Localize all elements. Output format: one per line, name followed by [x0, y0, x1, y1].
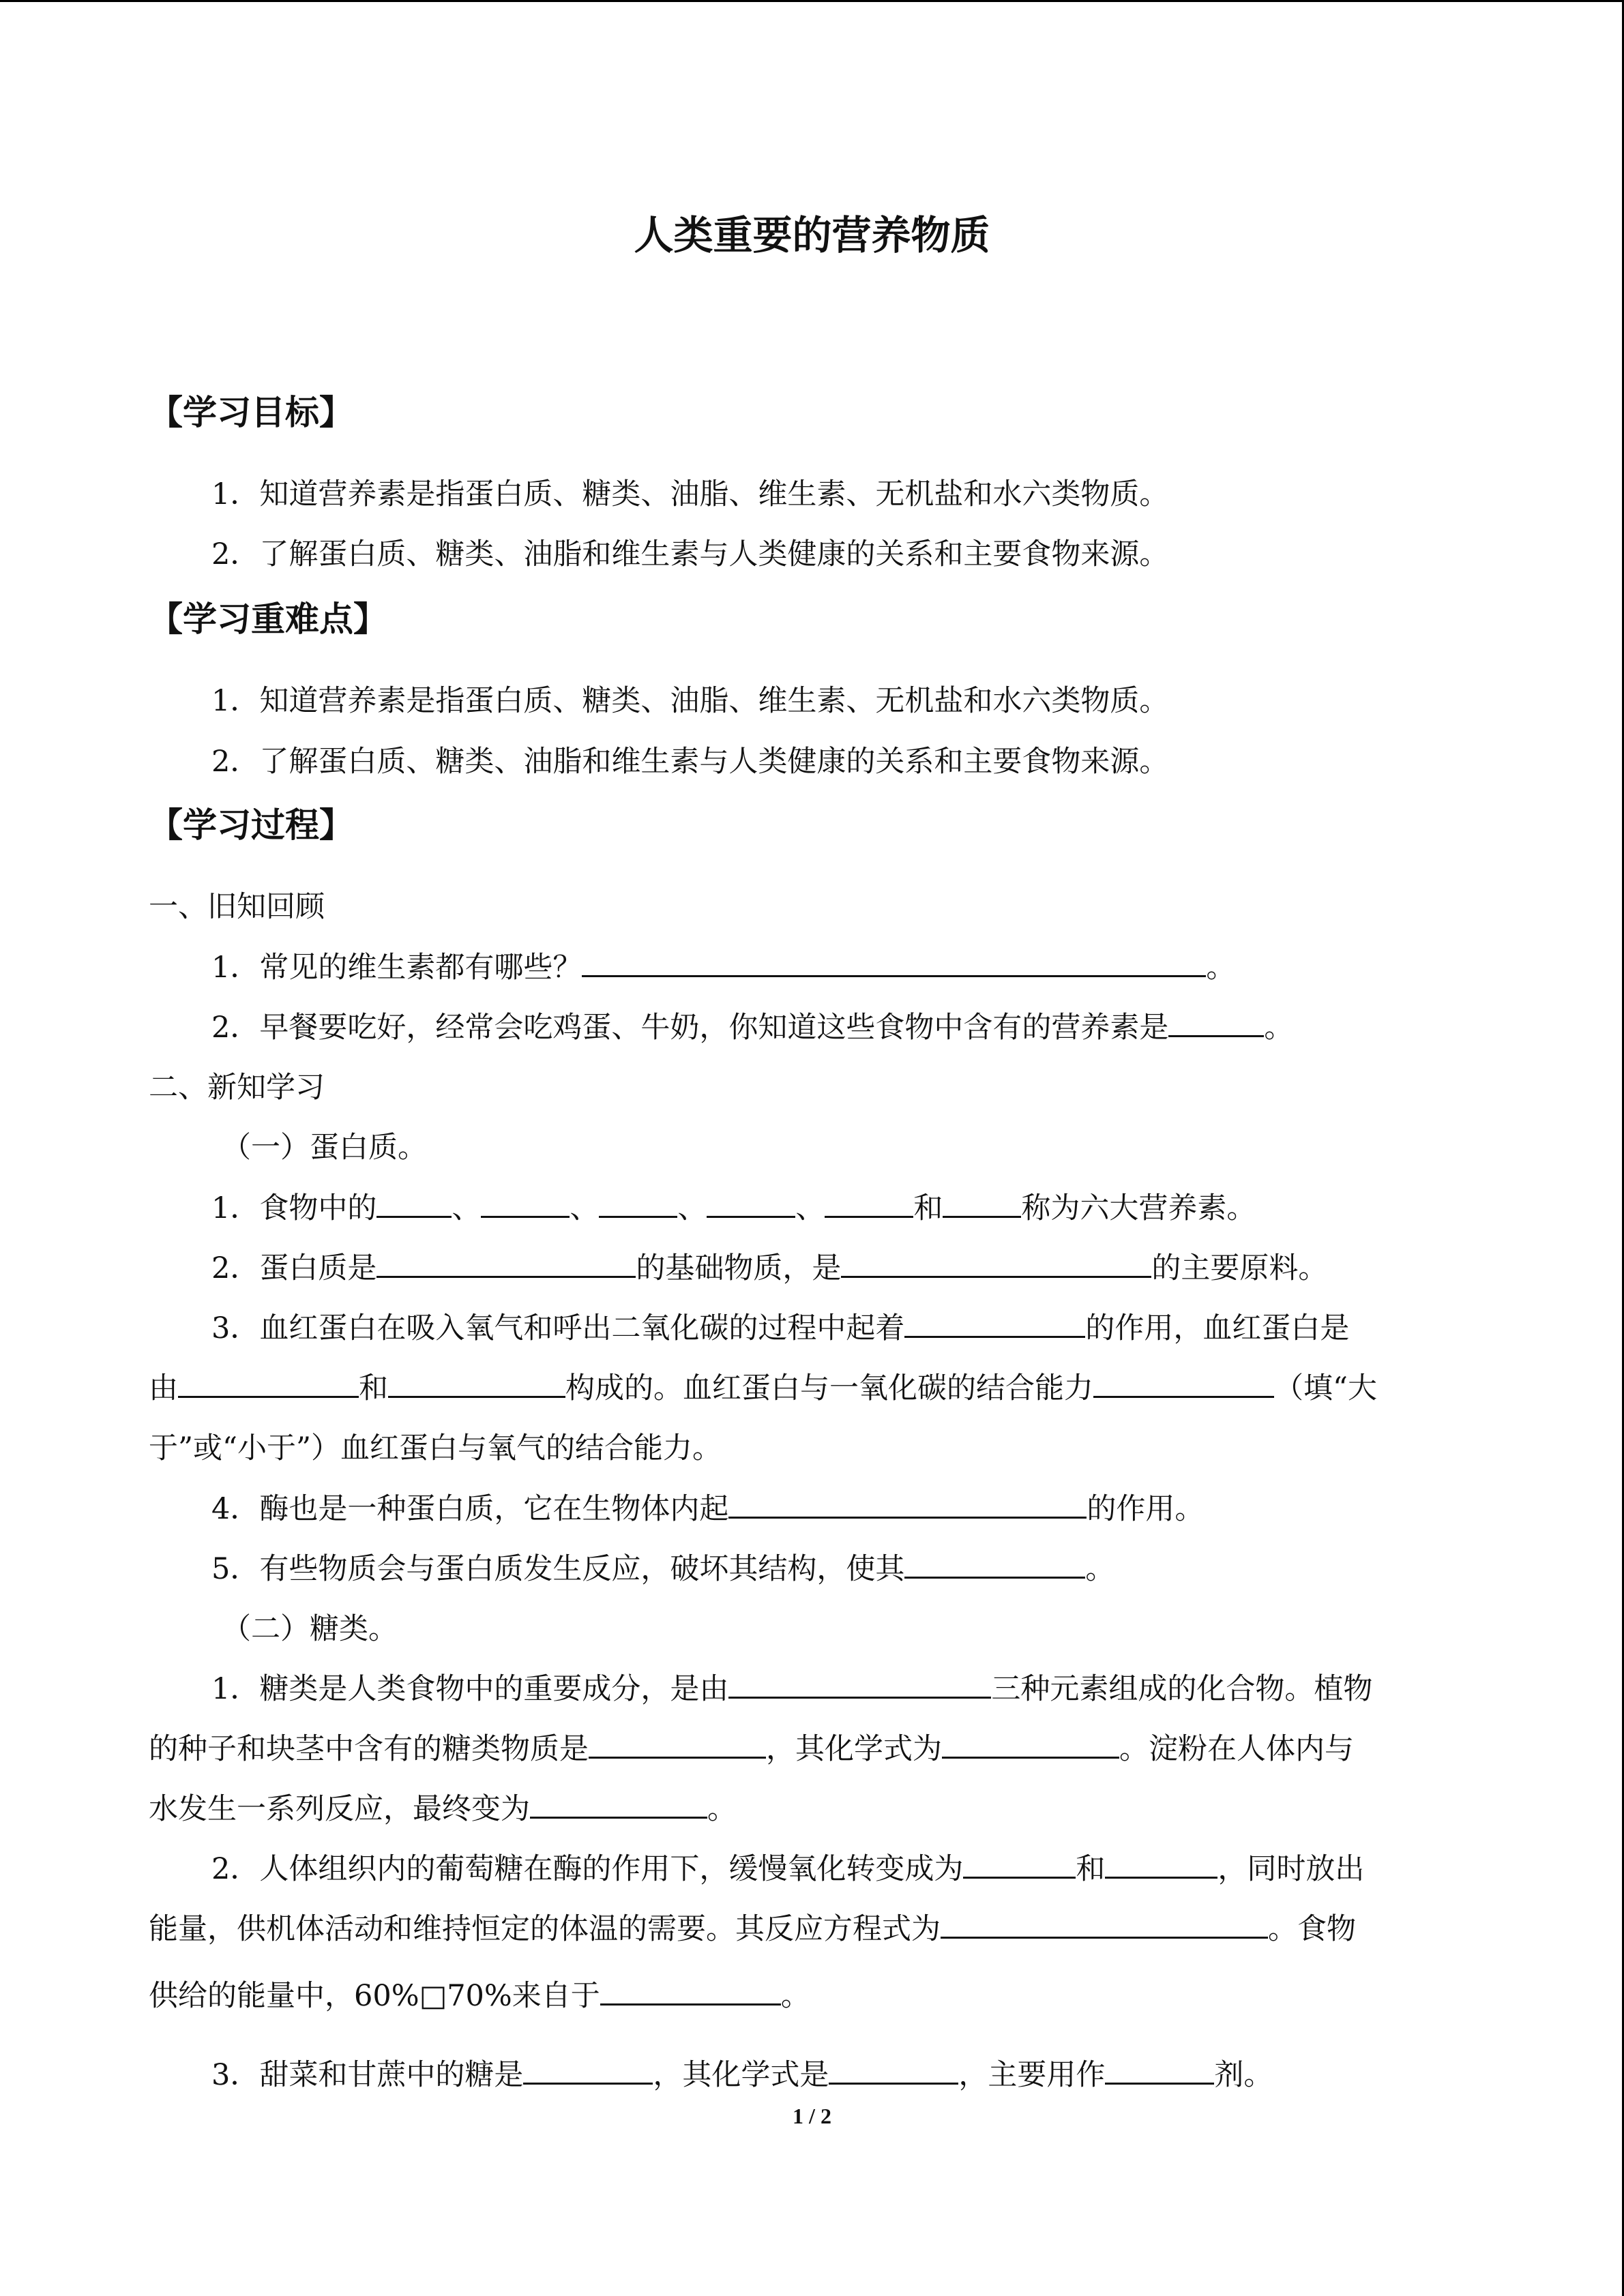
sugar-question-1-end: 水发生一系列反应，最终变为 。	[149, 1789, 737, 1830]
answer-blank[interactable]	[707, 1189, 795, 1218]
goals-heading: 【学习目标】	[149, 393, 353, 432]
protein-heading: （一）蛋白质。	[222, 1131, 427, 1165]
answer-blank[interactable]	[481, 1189, 570, 1218]
goal-item-1: 1．知道营养素是指蛋白质、糖类、油脂、维生素、无机盐和水六类物质。	[211, 477, 1169, 511]
sugar-question-1-cont: 的种子和块茎中含有的糖类物质是 ，其化学式为 。淀粉在人体内与	[149, 1729, 1354, 1770]
answer-blank[interactable]	[589, 1729, 766, 1759]
answer-blank[interactable]	[530, 1789, 707, 1819]
review-question-2: 2．早餐要吃好，经常会吃鸡蛋、牛奶，你知道这些食物中含有的营养素是 。	[211, 1007, 1293, 1048]
answer-blank[interactable]	[377, 1189, 452, 1218]
answer-blank[interactable]	[599, 1189, 677, 1218]
process-heading: 【学习过程】	[149, 805, 353, 845]
key-heading: 【学习重难点】	[149, 599, 387, 639]
answer-blank[interactable]	[943, 1189, 1021, 1218]
sugar-question-2-cont: 能量，供机体活动和维持恒定的体温的需要。其反应方程式为 。食物	[149, 1909, 1356, 1950]
answer-blank[interactable]	[377, 1249, 636, 1278]
protein-question-1: 1．食物中的 、 、 、 、 和 称为六大营养素。	[211, 1188, 1256, 1229]
sugar-question-2: 2．人体组织内的葡萄糖在酶的作用下，缓慢氧化转变成为 和 ，同时放出	[211, 1849, 1364, 1890]
review-q1-text: 1．常见的维生素都有哪些？	[211, 951, 582, 985]
answer-blank[interactable]	[941, 1909, 1268, 1939]
protein-question-3: 3．血红蛋白在吸入氧气和呼出二氧化碳的过程中起着 的作用，血红蛋白是	[211, 1308, 1349, 1349]
protein-question-4: 4．酶也是一种蛋白质，它在生物体内起 的作用。	[211, 1489, 1204, 1530]
review-q2-text: 2．早餐要吃好，经常会吃鸡蛋、牛奶，你知道这些食物中含有的营养素是	[211, 1011, 1169, 1045]
key-item-2: 2．了解蛋白质、糖类、油脂和维生素与人类健康的关系和主要食物来源。	[211, 745, 1169, 779]
new-heading: 二、新知学习	[149, 1071, 325, 1105]
answer-blank[interactable]	[942, 1729, 1119, 1759]
answer-blank[interactable]	[728, 1669, 991, 1699]
answer-blank[interactable]	[1105, 1849, 1217, 1879]
answer-blank[interactable]	[582, 948, 1206, 977]
protein-question-3-end: 于”或“小于”）血红蛋白与氧气的结合能力。	[149, 1431, 722, 1465]
answer-blank[interactable]	[904, 1549, 1085, 1579]
answer-blank[interactable]	[1168, 1008, 1264, 1037]
sugar-question-1: 1．糖类是人类食物中的重要成分，是由 三种元素组成的化合物。植物	[211, 1669, 1372, 1710]
sugar-question-3: 3．甜菜和甘蔗中的糖是 ，其化学式是 ，主要用作 剂。	[211, 2055, 1273, 2096]
page-number: 1 / 2	[793, 2104, 831, 2128]
protein-question-5: 5．有些物质会与蛋白质发生反应，破坏其结构，使其 。	[211, 1549, 1114, 1590]
answer-blank[interactable]	[825, 1189, 913, 1218]
page-top-border	[0, 0, 1624, 2]
sugar-question-2-end: 供给的能量中，60%□70%来自于 。	[149, 1976, 810, 2016]
page-title: 人类重要的营养物质	[634, 212, 990, 258]
answer-blank[interactable]	[1093, 1369, 1274, 1398]
answer-blank[interactable]	[1105, 2055, 1214, 2085]
review-heading: 一、旧知回顾	[149, 890, 325, 924]
answer-blank[interactable]	[963, 1849, 1076, 1879]
answer-blank[interactable]	[904, 1309, 1085, 1338]
answer-blank[interactable]	[841, 1249, 1151, 1278]
goal-item-2: 2．了解蛋白质、糖类、油脂和维生素与人类健康的关系和主要食物来源。	[211, 537, 1169, 571]
answer-blank[interactable]	[178, 1369, 359, 1398]
key-item-1: 1．知道营养素是指蛋白质、糖类、油脂、维生素、无机盐和水六类物质。	[211, 684, 1169, 718]
protein-question-3-cont: 由 和 构成的。血红蛋白与一氧化碳的结合能力 （填“大	[149, 1368, 1377, 1409]
answer-blank[interactable]	[523, 2055, 653, 2085]
sugar-heading: （二）糖类。	[222, 1612, 398, 1646]
review-question-1: 1．常见的维生素都有哪些？ 。	[211, 947, 1235, 988]
answer-blank[interactable]	[388, 1369, 565, 1398]
answer-blank[interactable]	[600, 1976, 781, 2006]
answer-blank[interactable]	[728, 1489, 1087, 1519]
answer-blank[interactable]	[829, 2055, 958, 2085]
protein-question-2: 2．蛋白质是 的基础物质，是 的主要原料。	[211, 1248, 1327, 1289]
